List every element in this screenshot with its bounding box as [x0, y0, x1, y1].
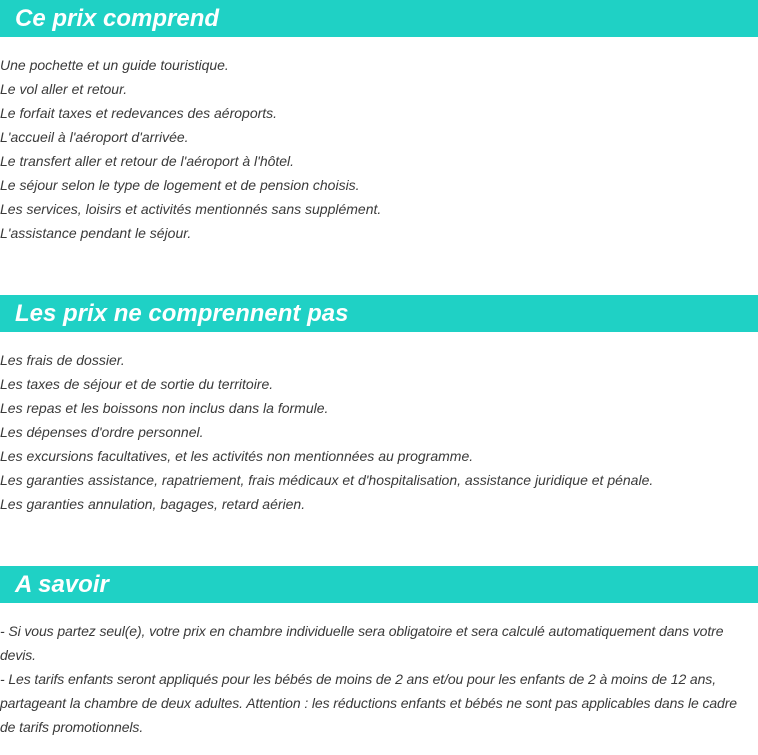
list-item: Le forfait taxes et redevances des aéroports. [0, 105, 278, 121]
list-item: L'assistance pendant le séjour. [0, 225, 192, 241]
included-list [0, 53, 381, 245]
list-item: Les taxes de séjour et de sortie du territoire. [0, 376, 274, 392]
section-title-not-included: Les prix ne comprennent pas [15, 300, 349, 327]
list-item: Le transfert aller et retour de l'aéroport à l'hôtel. [0, 153, 295, 169]
list-item: Les dépenses d'ordre personnel. [0, 424, 204, 440]
list-item: Les services, loisirs et activités mentionnés sans supplément. [0, 201, 382, 217]
section-header-included [0, 0, 758, 37]
list-item: Une pochette et un guide touristique. [0, 57, 229, 73]
list-item: Les repas et les boissons non inclus dans la formule. [0, 400, 329, 416]
info-paragraph: - Si vous partez seul(e), votre prix en chambre individuelle sera obligatoire et sera calculé automatiquement dans votre devis. [0, 623, 724, 663]
list-item: Les garanties annulation, bagages, retard aérien. [0, 496, 306, 512]
list-item: L'accueil à l'aéroport d'arrivée. [0, 129, 189, 145]
list-item: Le vol aller et retour. [0, 81, 128, 97]
good-to-know-content [0, 619, 756, 739]
list-item: Les frais de dossier. [0, 352, 125, 368]
list-item: Le séjour selon le type de logement et de pension choisis. [0, 177, 360, 193]
list-item: Les excursions facultatives, et les activités non mentionnées au programme. [0, 448, 474, 464]
section-title-good-to-know: A savoir [15, 571, 109, 598]
section-header-good-to-know [0, 566, 758, 603]
section-title-included: Ce prix comprend [15, 5, 220, 32]
section-header-not-included [0, 295, 758, 332]
list-item: Les garanties assistance, rapatriement, frais médicaux et d'hospitalisation, assistance juridique et pénale. [0, 472, 654, 488]
info-paragraph: - Les tarifs enfants seront appliqués pour les bébés de moins de 2 ans et/ou pour les enfants de 2 à moins de 12 ans, partageant la chambre de deux adultes. Attention : les réductions enfants et bébés ne sont pas applicables dans le cadre de tarifs promotionnels. [0, 671, 737, 735]
not-included-list [0, 348, 653, 516]
